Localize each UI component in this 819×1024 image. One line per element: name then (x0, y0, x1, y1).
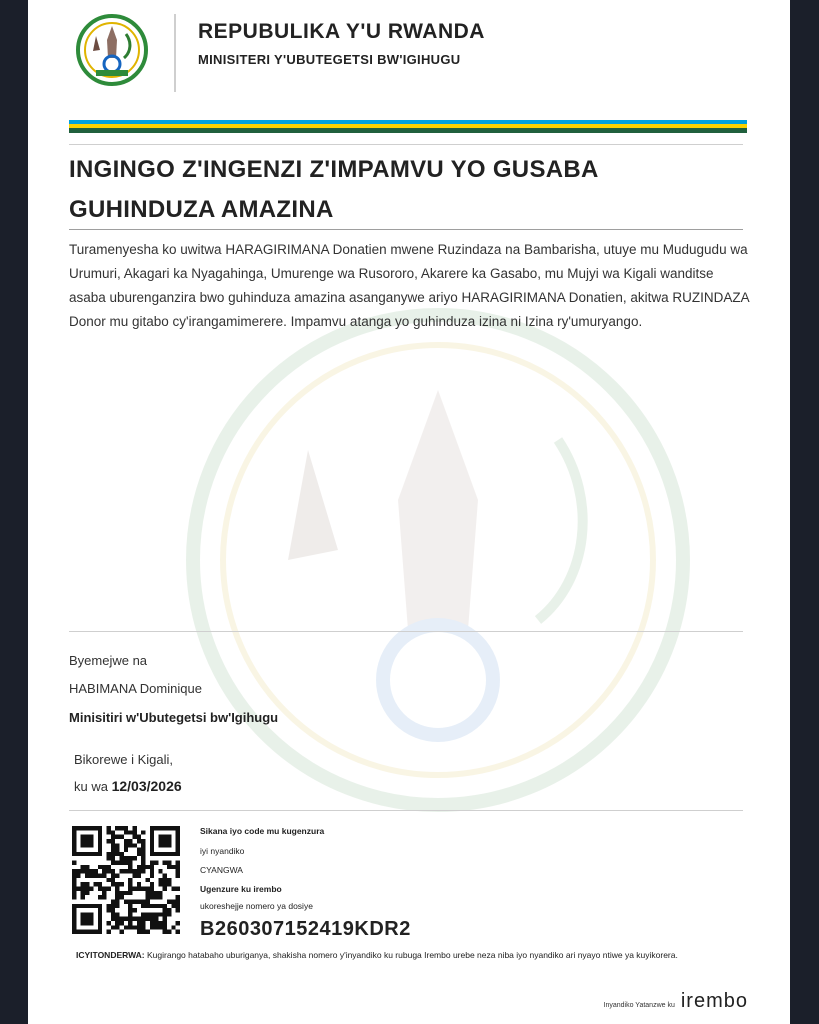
document-code: B260307152419KDR2 (200, 918, 411, 940)
document-page (28, 0, 790, 1024)
rwanda-emblem-logo (76, 14, 148, 86)
verify-instruction: Ugenzure ku irembo (200, 884, 282, 894)
flag-green-stripe (69, 128, 747, 133)
ministry-title: MINISITERI Y'UBUTEGETSI BW'IGIHUGU (198, 52, 461, 67)
issued-place: Bikorewe i Kigali, (74, 752, 173, 767)
title-line-1: INGINGO Z'INGENZI Z'IMPAMVU YO GUSABA (69, 156, 599, 183)
footer-irembo (604, 990, 748, 1013)
document-title (69, 150, 739, 230)
issued-date-line (74, 778, 182, 794)
approved-by-label: Byemejwe na (69, 653, 148, 668)
emblem-watermark (178, 300, 698, 820)
title-line-2: GUHINDUZA AMAZINA (69, 196, 334, 223)
document-text: iyi nyandiko (200, 846, 245, 856)
document-body: Turamenyesha ko uwitwa HARAGIRIMANA Donatien mwene Ruzindaza na Bambarisha, utuye mu Mudugudu wa Urumuri, Akagari ka Nyagahinga, Umurenge wa Rusororo, Akarere ka Gasabo, mu Mujyi wa Kigali wanditse asaba uburenganzira bwo guhinduza amazina asanganywe ariyo HARAGIRIMANA Donatien, akitwa RUZINDAZA Donor mu gitabo cy'irangamimerere. Impamvu atanga yo guhinduza izina ni Izina ry'umuryango. (69, 242, 749, 329)
flag-stripe (69, 120, 747, 133)
generated-by-text: Inyandiko Yatanzwe ku (603, 1002, 675, 1009)
issued-date: 12/03/2026 (111, 778, 182, 794)
republic-title: REPUBULIKA Y'U RWANDA (198, 20, 485, 43)
verification-qr-code[interactable] (72, 826, 180, 934)
header-divider (174, 14, 176, 92)
title-bottom-rule (69, 229, 743, 230)
approval-rule (69, 631, 743, 632)
approver-name: HABIMANA Dominique (69, 681, 202, 696)
warning-note (76, 947, 756, 963)
date-prefix: ku wa (74, 779, 108, 794)
verification-rule (69, 810, 743, 811)
title-top-rule (69, 144, 743, 145)
irembo-logo: irembo (680, 990, 748, 1012)
use-number-instruction: ukoreshejje nomero ya dosiye (200, 901, 313, 911)
note-text: Kugirango hatabaho uburiganya, shakisha nomero y'inyandiko ku rubuga Irembo urebe neza niba iyo nyandiko ari nyayo ntiwe ya kuyikorera. (147, 950, 678, 960)
scan-instruction: Sikana iyo code mu kugenzura (200, 826, 325, 836)
note-label: ICYITONDERWA: (76, 950, 145, 960)
or-text: CYANGWA (200, 865, 243, 875)
approver-position: Minisitiri w'Ubutegetsi bw'Igihugu (69, 710, 279, 725)
